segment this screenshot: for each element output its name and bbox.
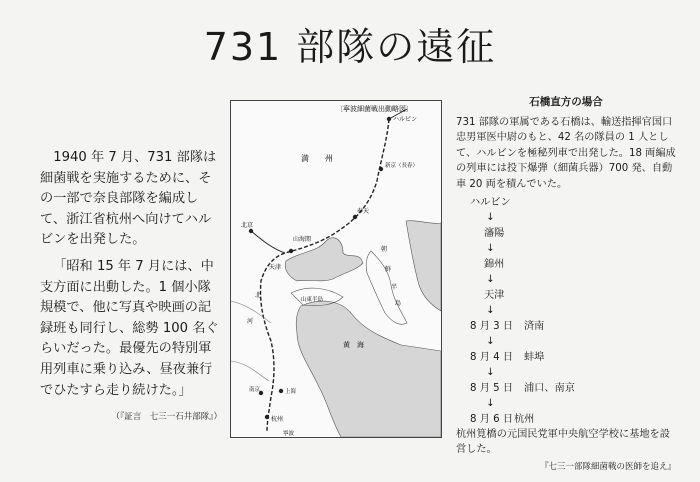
intro-paragraph: 1940 年 7 月、731 部隊は細菌戦を実施するために、その一部で奈良部隊を編成して、浙江省杭州へ向けてハルビンを出発した。 [40,150,217,248]
label-shinkyo: 新京（長春） [385,163,419,169]
stop-city: 天津 [484,289,505,301]
map-svg [231,101,441,437]
route-arrow: ↓ [486,273,495,285]
stop-city: 浦口、南京 [524,382,575,394]
left-text-block [40,148,222,428]
beijing-line [251,231,285,253]
label-chosen-a: 朝 [381,246,388,253]
route-map [230,100,442,438]
stop-city: 蚌埠 [524,351,545,363]
label-nankin: 南京 [249,387,261,393]
stop-city: 済南 [524,320,545,332]
bohai-sea [285,238,363,281]
route-arrow: ↓ [486,242,495,254]
page-title: 731 部隊の遠征 [203,25,497,69]
label-harbin: ハルビン [393,116,418,123]
closing-note: 杭州筧橋の元国民党軍中央航空学校に基地を設営した。 [456,428,670,456]
route-stop [456,381,676,396]
stop-city: 瀋陽 [484,227,505,239]
river [231,301,271,381]
stop-city: 錦州 [484,258,505,270]
route-stop [456,412,676,427]
route-stop [456,257,676,272]
label-sandong: 山東半島 [301,297,324,303]
route-stop [456,350,676,365]
label-manshu: 満 州 [301,154,333,163]
korea-outline [366,251,407,324]
route-stop [456,288,676,303]
stop-city: 杭州 [514,413,535,425]
book-source: 『七三一部隊細菌戦の医師を追え』 [539,461,676,472]
section-intro: 731 部隊の軍属である石橋は、輸送指揮官国口忠男軍医中尉のもと、42 名の隊員の 1 人として、ハルビンを極秘列車で出発した。18 両編成の列車には投下爆弾（細菌兵器）700 発、自動車 20 両を積んでいた。 [456,116,676,190]
stop-city: ハルビン [470,196,511,208]
quote-source: （『証言 七三一石井部隊』） [111,412,222,423]
label-shanghai: 上海 [285,389,297,395]
label-hoten: 奉天 [357,208,370,215]
testimony-quote: 「昭和 15 年 7 月には、中支方面に出動した。1 個小隊規模で、他に写真や映画の記録班も同行し、総勢 100 名ぐらいだった。最優先の特別軍用列車に乗り込み、昼夜兼行でひたすら走り続けた。」 [40,258,219,398]
route-stop [456,226,676,241]
yellow-sea [296,301,441,437]
label-sankaikan: 山海関 [293,236,312,243]
section-heading: 石橋直方の場合 [529,96,603,108]
label-pekin: 北京 [241,222,254,229]
stop-date: 8 月 3 日 [470,320,514,332]
label-neiha: 寧波 [283,431,295,437]
label-koukai: 黄 海 [343,341,364,349]
route-arrow: ↓ [486,397,495,409]
right-text-block [456,95,676,475]
sea-of-japan [406,221,441,311]
route-arrow: ↓ [486,304,495,316]
label-shima: 島 [395,300,402,307]
route-arrow: ↓ [486,366,495,378]
label-tenshin: 天津 [269,264,282,271]
route-stop [456,195,676,210]
route-stop [456,319,676,334]
route-arrow: ↓ [486,211,495,223]
label-hanto: 半 [391,284,398,291]
map-caption: 〔寧波細菌戦出動略図〕 [336,105,413,113]
label-koshu: 杭州 [271,416,284,423]
route-list [456,195,676,427]
stop-date: 8 月 5 日 [470,382,514,394]
label-chosen-b: 鮮 [385,266,392,273]
route-arrow: ↓ [486,335,495,347]
stop-date: 8 月 6 日 [470,413,514,425]
label-ka: 河 [247,318,254,325]
stop-date: 8 月 4 日 [470,351,514,363]
label-hoku: 北 [255,292,262,299]
